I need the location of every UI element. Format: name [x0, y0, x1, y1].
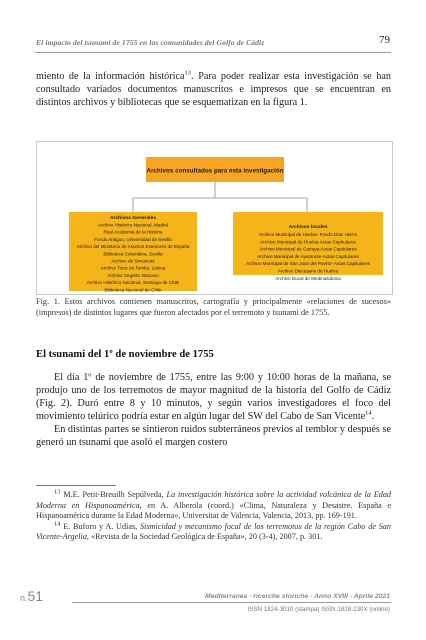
right_box-item: Archivo Municipal de Ayamonte-Actas Capitulares: [257, 253, 359, 259]
figure-1: [36, 141, 393, 295]
header-rule: [35, 52, 391, 53]
left_box-item: Archivo Histórico Nacional, Madrid: [97, 222, 169, 228]
footnote-13-author: M.E. Petit-Breuilh Sepúlveda,: [63, 490, 167, 499]
right_box-item: Archivo Ducal de Medinasidonia: [275, 275, 341, 281]
figure-caption: Fig. 1. Estos archivos contienen manuscritos, cartografía y principalmente «relaciones de sucesos» (impresos) de distintos lugares que fueron afectados por el terremoto y tsunami de 1755.: [36, 297, 391, 317]
left_box-item: Real Academia de la Historia: [103, 229, 163, 235]
left_box-item: Biblioteca Colombina, Sevilla: [103, 251, 163, 257]
body-text: [36, 371, 391, 450]
archive-diagram: [37, 142, 392, 294]
paragraph-2: En distintas partes se sintieron ruidos subterráneos previos al temblor y después se generó un tsunami que asoló el margen costero: [36, 424, 391, 449]
archivos-locales-title: Archivos locales: [288, 225, 328, 230]
right_box-item: Archivo Municipal de Cartaya-Actas Capitulares: [259, 246, 357, 252]
right_box-item: Archivo Diocesano de Huelva: [277, 268, 339, 274]
right_box-item: Archivo Municipal de San Juan del Puerto- Actas Capitulares: [246, 261, 370, 267]
intro-text: miento de la información histórica: [36, 71, 185, 82]
section-title: El tsunami del 1º de noviembre de 1755: [36, 349, 214, 360]
left_box-item: Archivo Segreto Vaticano: [107, 272, 159, 278]
left_box-item: Archivo de Simancas: [111, 258, 155, 264]
right_box-item: Archivo Municipal de Huelva-Actas Capitulares: [260, 239, 356, 245]
footer-rule: [72, 602, 391, 603]
issn: ISSN 1824-3010 (stampa) ISSN 1828-230X (online): [247, 606, 390, 613]
left_box-item: Archivo Torre do Tombo, Lisboa: [100, 265, 166, 271]
footnote-14: [36, 519, 391, 543]
footnote-13-title: La investigación histórica sobre la actividad volcánica de la Edad Moderna en Hispanoamérica: [36, 490, 392, 510]
folio-prefix: n.: [20, 593, 28, 603]
top-box-label: Archivos consultados para esta investigación: [146, 167, 284, 175]
paragraph-1-text: El día 1º de noviembre de 1755, entre las 9:00 y 10:00 horas de la mañana, se produjo uno de los terremotos de mayor magnitud de la historia del Golfo de Cádiz (Fig. 2). Duró entre 8 y 10 minutos, y según varios investigadores el foco del movimiento telúrico podría estar en algún lugar del SW del Cabo de San Vicente: [36, 372, 391, 423]
left_box-item: Archivo del Ministerio de Asuntos Exteriores de España: [76, 244, 190, 250]
journal-title: Mediterranea - ricerche storiche - Anno XVIII - Aprile 2021: [205, 593, 390, 600]
footnote-14-title: Sismicidad y mecanismo focal de los terremotos de la región Cabo de San Vicente-Argelia: [36, 521, 391, 541]
paragraph-1-end: .: [371, 411, 375, 423]
folio-number: 51: [27, 588, 44, 604]
footnote-ref-14[interactable]: 14: [365, 409, 372, 417]
footnote-14-number: 14: [54, 519, 61, 527]
archivos-generales-title: Archivos Generales: [110, 216, 156, 221]
right_box-item: Archivo Municipal de Huelva- Fondo Díaz Hierro: [258, 232, 358, 237]
folio: [20, 588, 43, 604]
footnote-13-number: 13: [54, 488, 61, 496]
left_box-item: Archivo Histórico Nacional, Santiago de Chile: [86, 280, 180, 286]
paragraph-1: [36, 371, 391, 423]
intro-paragraph: [36, 70, 391, 109]
running-head: El impacto del tsunami de 1755 en las comunidades del Golfo de Cádiz: [36, 38, 265, 47]
left_box-item: Biblioteca Nacional de Chile: [104, 287, 162, 293]
footnote-13-rest: , en A. Alberola (coord.) «Clima, Naturaleza y Desastre. España e Hispanoamérica durante la Edad Moderna», Universitat de Valencia, Valencia, 2013, pp. 169-191.: [36, 500, 392, 520]
footnote-14-author: E. Buforn y A. Udías,: [63, 521, 140, 531]
footnote-14-rest: , «Revista de la Sociedad Geológica de España», 20 (3-4), 2007, p. 301.: [86, 532, 323, 541]
left_box-item: Fondo Antiguo, Universidad de Sevilla: [94, 236, 172, 242]
connector-lines: [133, 182, 307, 212]
footnotes: [36, 490, 391, 543]
intro-text-cont: . Para poder realizar esta investigación se han consultado variados documentos manuscritos e impresos que se encuentran en distintos archivos y bibliotecas que se esquematizan en la figura 1.: [36, 71, 391, 109]
footnote-ref-13[interactable]: 13: [184, 69, 192, 77]
footnote-13: [36, 490, 391, 522]
page-number: 79: [379, 34, 390, 46]
footnote-rule: [36, 485, 116, 486]
